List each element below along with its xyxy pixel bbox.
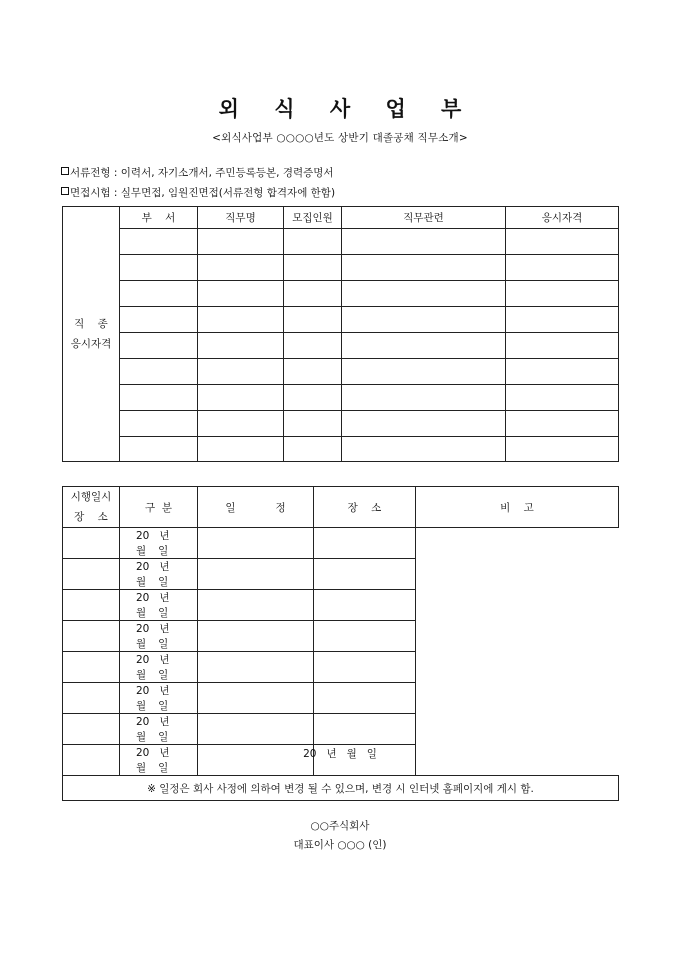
table-cell[interactable] <box>506 385 619 411</box>
table-cell[interactable] <box>506 281 619 307</box>
table-cell[interactable] <box>198 255 284 281</box>
table-row <box>63 333 619 359</box>
table-cell[interactable] <box>342 255 506 281</box>
date-cell[interactable] <box>120 714 198 745</box>
table-row <box>63 255 619 281</box>
table-cell[interactable] <box>314 590 416 621</box>
table-cell[interactable] <box>342 229 506 255</box>
table-cell[interactable] <box>198 559 314 590</box>
table-cell[interactable] <box>120 229 198 255</box>
info-line-interview <box>61 185 335 200</box>
date-day-unit: 일 <box>158 607 169 619</box>
table-row <box>63 411 619 437</box>
table-cell[interactable] <box>120 307 198 333</box>
date-year: 20 <box>136 530 150 542</box>
table-row <box>63 437 619 462</box>
table-cell[interactable] <box>284 255 342 281</box>
table-cell[interactable] <box>284 411 342 437</box>
date-year-unit: 년 <box>159 747 170 759</box>
date-day-unit: 일 <box>158 545 169 557</box>
table-cell[interactable] <box>198 714 314 745</box>
date-month-unit: 월 <box>136 607 147 619</box>
date-month-unit: 월 <box>136 545 147 557</box>
date-year: 20 <box>136 561 150 573</box>
date-month-unit: 월 <box>136 762 147 774</box>
table-row <box>63 621 619 652</box>
table-cell[interactable] <box>198 590 314 621</box>
table-cell[interactable] <box>314 652 416 683</box>
date-day-unit: 일 <box>158 762 169 774</box>
table-row <box>63 359 619 385</box>
date-year-unit: 년 <box>159 623 170 635</box>
job-table <box>62 206 619 462</box>
table-cell[interactable] <box>284 359 342 385</box>
date-cell[interactable] <box>120 559 198 590</box>
table-cell[interactable] <box>198 683 314 714</box>
ceo-signature-line: 대표이사 ○○○ (인) <box>293 839 387 851</box>
checkbox-square-icon <box>61 187 69 195</box>
date-cell[interactable] <box>120 683 198 714</box>
date-year-unit: 년 <box>159 685 170 697</box>
table-row <box>63 714 619 745</box>
table-row <box>63 590 619 621</box>
date-day-unit: 일 <box>158 700 169 712</box>
table-cell[interactable] <box>314 683 416 714</box>
date-year: 20 <box>136 623 150 635</box>
table-row <box>63 307 619 333</box>
column-header-department: 부 서 <box>120 207 198 229</box>
table-cell[interactable] <box>342 333 506 359</box>
table-cell[interactable] <box>63 590 120 621</box>
date-month-unit: 월 <box>136 700 147 712</box>
table-cell[interactable] <box>506 359 619 385</box>
table-cell[interactable] <box>284 307 342 333</box>
company-name: ○○주식회사 <box>310 820 370 832</box>
subtitle: <외식사업부 ○○○○년도 상반기 대졸공채 직무소개> <box>212 132 468 144</box>
table-cell[interactable] <box>120 333 198 359</box>
side-label-line: 장 소 <box>74 511 108 523</box>
date-month-unit: 월 <box>136 731 147 743</box>
checkbox-square-icon <box>61 167 69 175</box>
table-cell[interactable] <box>198 307 284 333</box>
table-cell[interactable] <box>342 281 506 307</box>
table-cell[interactable] <box>63 528 120 559</box>
table-cell[interactable] <box>198 528 314 559</box>
column-header-location: 장 소 <box>314 487 416 528</box>
table-cell[interactable] <box>506 255 619 281</box>
table-row <box>63 652 619 683</box>
date-year-unit: 년 <box>159 654 170 666</box>
table-cell[interactable] <box>342 307 506 333</box>
table-cell[interactable] <box>342 437 506 462</box>
date-month-unit: 월 <box>136 638 147 650</box>
column-header-category: 구 분 <box>120 487 198 528</box>
table-row <box>63 229 619 255</box>
table-cell[interactable] <box>198 621 314 652</box>
table-cell[interactable] <box>314 621 416 652</box>
schedule-note: ※ 일정은 회사 사정에 의하여 변경 될 수 있으며, 변경 시 인터넷 홈페이지에 게시 함. <box>63 776 619 801</box>
table-cell[interactable] <box>198 385 284 411</box>
table-row <box>63 281 619 307</box>
date-cell[interactable] <box>120 621 198 652</box>
date-cell[interactable] <box>120 528 198 559</box>
document-date: 20 년 월 일 <box>303 748 377 760</box>
table-cell[interactable] <box>314 528 416 559</box>
table-cell[interactable] <box>198 437 284 462</box>
date-year: 20 <box>136 654 150 666</box>
column-header-job-title: 직무명 <box>198 207 284 229</box>
table-cell[interactable] <box>342 359 506 385</box>
table-cell[interactable] <box>120 281 198 307</box>
date-month-unit: 월 <box>136 669 147 681</box>
info-line-document-screening <box>61 165 334 180</box>
table-cell[interactable] <box>120 359 198 385</box>
date-day-unit: 일 <box>158 669 169 681</box>
table-cell[interactable] <box>284 385 342 411</box>
table-cell[interactable] <box>198 359 284 385</box>
date-cell[interactable] <box>120 590 198 621</box>
date-day-unit: 일 <box>158 638 169 650</box>
date-year: 20 <box>136 592 150 604</box>
column-header-qualification: 응시자격 <box>506 207 619 229</box>
table-cell[interactable] <box>284 437 342 462</box>
date-year: 20 <box>136 685 150 697</box>
table-row <box>63 528 619 559</box>
table-cell[interactable] <box>284 281 342 307</box>
info-text: : 실무면접, 임원진면접(서류전형 합격자에 한함) <box>110 187 336 199</box>
column-header-job-description: 직무관련 <box>342 207 506 229</box>
table-cell[interactable] <box>314 714 416 745</box>
info-label: 면접시험 <box>70 187 111 199</box>
table-cell[interactable] <box>506 411 619 437</box>
table-cell[interactable] <box>506 229 619 255</box>
page-title: 외 식 사 업 부 <box>218 97 476 121</box>
table-cell[interactable] <box>120 411 198 437</box>
date-year: 20 <box>136 716 150 728</box>
table-cell[interactable] <box>63 621 120 652</box>
info-text: : 이력서, 자기소개서, 주민등록등본, 경력증명서 <box>110 167 334 179</box>
table-cell[interactable] <box>198 652 314 683</box>
schedule-side-label <box>63 487 120 528</box>
date-day-unit: 일 <box>158 576 169 588</box>
table-cell[interactable] <box>198 411 284 437</box>
date-year-unit: 년 <box>159 530 170 542</box>
table-cell[interactable] <box>506 307 619 333</box>
side-label-line: 응시자격 <box>70 338 112 350</box>
table-cell[interactable] <box>314 559 416 590</box>
table-cell[interactable] <box>198 333 284 359</box>
column-header-headcount: 모집인원 <box>284 207 342 229</box>
side-label-line: 직 종 <box>74 318 108 330</box>
table-cell[interactable] <box>63 559 120 590</box>
column-header-remarks: 비 고 <box>416 487 619 528</box>
date-year-unit: 년 <box>159 592 170 604</box>
table-cell[interactable] <box>342 411 506 437</box>
table-row <box>63 385 619 411</box>
job-side-label <box>63 207 120 462</box>
table-cell[interactable] <box>284 229 342 255</box>
info-label: 서류전형 <box>70 167 111 179</box>
table-cell[interactable] <box>284 333 342 359</box>
table-cell[interactable] <box>198 229 284 255</box>
table-cell[interactable] <box>506 333 619 359</box>
date-day-unit: 일 <box>158 731 169 743</box>
date-month-unit: 월 <box>136 576 147 588</box>
table-cell[interactable] <box>342 385 506 411</box>
table-cell[interactable] <box>120 437 198 462</box>
side-label-line: 시행일시 <box>70 491 112 503</box>
table-row <box>63 683 619 714</box>
table-cell[interactable] <box>63 714 120 745</box>
date-cell[interactable] <box>120 652 198 683</box>
date-year: 20 <box>136 747 150 759</box>
table-cell[interactable] <box>120 385 198 411</box>
column-header-schedule: 일 정 <box>198 487 314 528</box>
table-cell[interactable] <box>120 255 198 281</box>
date-year-unit: 년 <box>159 716 170 728</box>
table-row <box>63 559 619 590</box>
table-cell[interactable] <box>63 683 120 714</box>
table-cell[interactable] <box>506 437 619 462</box>
date-year-unit: 년 <box>159 561 170 573</box>
table-cell[interactable] <box>63 652 120 683</box>
table-cell[interactable] <box>198 281 284 307</box>
